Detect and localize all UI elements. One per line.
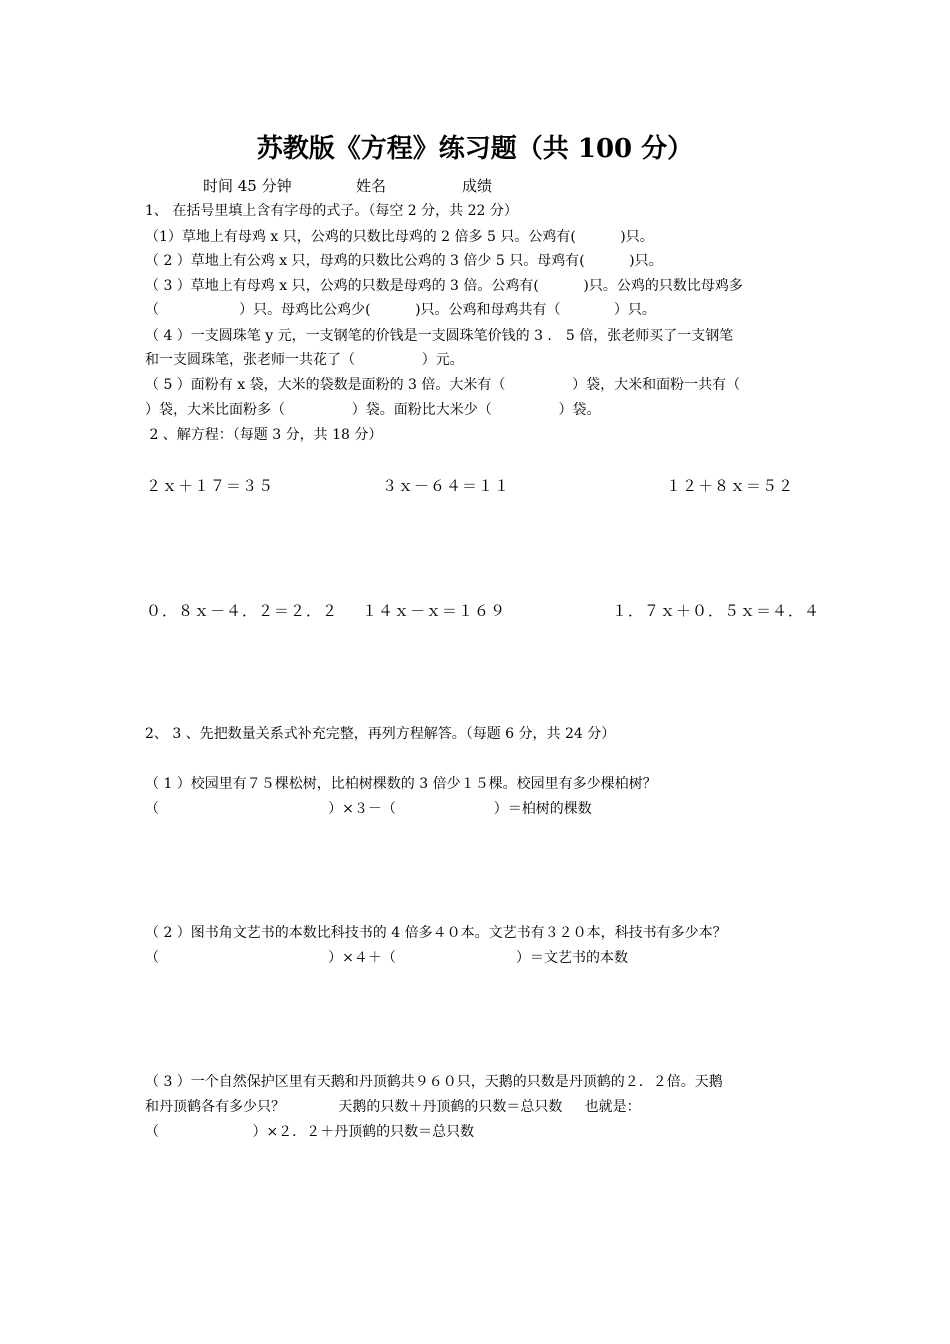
section1-question-5-line2: ）袋，大米比面粉多（ ）袋。面粉比大米少（ ）袋。 (145, 402, 601, 418)
section1-question-3-line1: （ 3 ）草地上有母鸡 x 只，公鸡的只数是母鸡的 3 倍。公鸡有( )只。公鸡的只数比母鸡多 (145, 278, 743, 294)
problem-3-relation: （ ）×２．２＋丹顶鹤的只数＝总只数 (145, 1124, 475, 1140)
problem-2-relation: （ ）×４＋（ ）＝文艺书的本数 (145, 950, 628, 966)
equation: ２ｘ＋１７＝３５ (146, 477, 275, 495)
section1-question-5-line1: （ 5 ）面粉有 x 袋，大米的袋数是面粉的 3 倍。大米有（ ）袋，大米和面粉一共有（ (145, 377, 741, 393)
score-label: 成绩 (462, 177, 493, 195)
problem-2-text: （ 2 ）图书角文艺书的本数比科技书的 4 倍多４０本。文艺书有３２０本，科技书有多少本？ (145, 925, 727, 941)
section1-question-1: （1）草地上有母鸡 x 只，公鸡的只数比母鸡的 2 倍多 5 只。公鸡有( )只。 (145, 229, 654, 245)
section1-question-4-line2: 和一支圆珠笔，张老师一共花了（ ）元。 (145, 352, 464, 368)
section1-question-3-line2: （ ）只。母鸡比公鸡少( )只。公鸡和母鸡共有（ ）只。 (145, 302, 656, 318)
equation: １２＋８ｘ＝５２ (666, 477, 795, 495)
section1-question-2: （ 2 ）草地上有公鸡 x 只，母鸡的只数比公鸡的 3 倍少 5 只。母鸡有( )只。 (145, 253, 663, 269)
problem-1-relation: （ ）×３－（ ）＝柏树的棵数 (145, 801, 592, 817)
section1-question-4-line1: （ 4 ）一支圆珠笔 y 元，一支钢笔的价钱是一支圆珠笔价钱的 3 ． 5 倍，张老师买了一支钢笔 (145, 328, 734, 344)
equation: １．７ｘ＋０．５ｘ＝４．４ (612, 602, 821, 620)
equation: ０．８ｘ－４．２＝２．２ (146, 602, 339, 620)
section3-heading: 2、 3 、先把数量关系式补充完整，再列方程解答。（每题 6 分，共 24 分） (145, 726, 616, 742)
section2-heading: 2 、解方程：（每题 3 分，共 18 分） (145, 427, 383, 443)
name-label: 姓名 (356, 177, 387, 195)
time-label: 时间 45 分钟 (203, 177, 292, 195)
problem-3-text-line2: 和丹顶鹤各有多少只？ 天鹅的只数＋丹顶鹤的只数＝总只数 也就是： (145, 1099, 641, 1115)
page-title: 苏教版《方程》练习题（共 100 分） (256, 134, 694, 164)
problem-3-text-line1: （ 3 ）一个自然保护区里有天鹅和丹顶鹤共９６０只，天鹅的只数是丹顶鹤的２．２倍。天鹅 (145, 1074, 723, 1090)
problem-1-text: （ 1 ）校园里有７５棵松树，比柏树棵数的 3 倍少１５棵。校园里有多少棵柏树？ (145, 776, 657, 792)
section1-heading: 1、 在括号里填上含有字母的式子。（每空 2 分，共 22 分） (145, 203, 518, 219)
equation: １４ｘ－ｘ＝１６９ (362, 602, 507, 620)
equation: ３ｘ－６４＝１１ (382, 477, 511, 495)
